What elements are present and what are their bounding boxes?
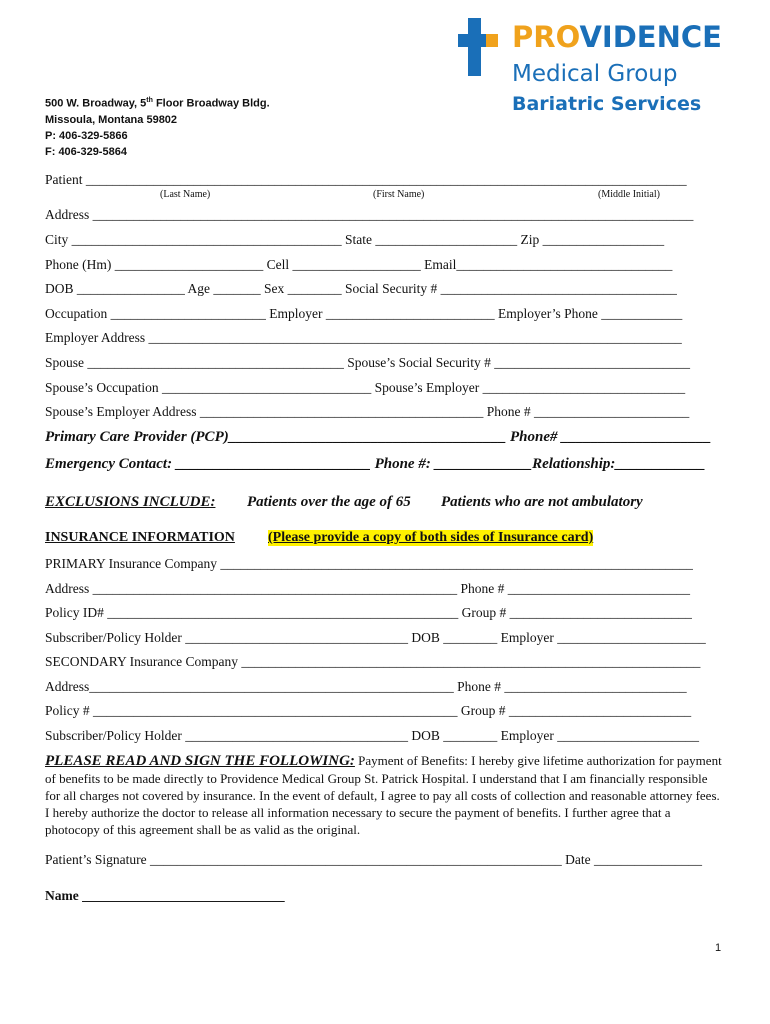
signature-date-field[interactable]: Patient’s Signature _____________________________________________________________ Date ________________ <box>45 852 702 867</box>
providence-logo <box>456 16 726 116</box>
cross-icon-accent <box>486 34 498 47</box>
address-city: Missoula, Montana 59802 <box>45 113 178 126</box>
logo-medical-group: Medical Group <box>512 61 678 87</box>
address-phone: P: 406-329-5866 <box>45 129 128 142</box>
spouse-employer-address-field[interactable]: Spouse’s Employer Address __________________________________________ Phone # _______________________ <box>45 404 690 419</box>
hint-first-name: (First Name) <box>373 189 425 200</box>
emergency-contact-field[interactable]: Emergency Contact: __________________________ Phone #: _____________Relationship:____________ <box>45 456 706 472</box>
logo-bariatric-services: Bariatric Services <box>512 93 702 115</box>
authorization-paragraph <box>45 752 725 838</box>
secondary-insurance-company-field[interactable]: SECONDARY Insurance Company ____________________________________________________________________ <box>45 654 701 669</box>
secondary-subscriber-field[interactable]: Subscriber/Policy Holder _________________________________ DOB ________ Employer _____________________ <box>45 728 699 743</box>
secondary-policy-group-field[interactable]: Policy # ______________________________________________________ Group # ___________________________ <box>45 703 692 718</box>
spouse-occupation-field[interactable]: Spouse’s Occupation _______________________________ Spouse’s Employer ______________________________ <box>45 380 686 395</box>
dob-age-sex-ssn-field[interactable]: DOB ________________ Age _______ Sex ________ Social Security # ___________________________________ <box>45 281 677 296</box>
address-field[interactable]: Address _________________________________________________________________________________________ <box>45 207 694 222</box>
agreement-body: Payment of Benefits: I hereby give lifetime authorization for payment of benefits to be made directly to Providence Medical Group St. Patrick Hospital. I understand that I am financially responsible for all charges not covered by insurance. In the event of default, I agree to pay all costs of collection and reasonable attorney fees. I hereby authorize the doctor to release all information necessary to secure the payment of benefits. I further agree that a photocopy of this agreement shall be as valid as the original. <box>45 753 722 837</box>
primary-insurance-address-field[interactable]: Address ______________________________________________________ Phone # ___________________________ <box>45 581 690 596</box>
exclusions-label: EXCLUSIONS INCLUDE: <box>45 494 216 510</box>
hint-middle-initial: (Middle Initial) <box>598 189 660 200</box>
city-state-zip-field[interactable]: City ________________________________________ State _____________________ Zip __________________ <box>45 232 665 247</box>
page-number: 1 <box>715 942 722 954</box>
primary-subscriber-field[interactable]: Subscriber/Policy Holder _________________________________ DOB ________ Employer ______________________ <box>45 630 706 645</box>
patient-name-field[interactable]: Patient _________________________________________________________________________________________ <box>45 172 687 187</box>
logo-brand: PROVIDENCE <box>512 20 722 54</box>
exclusion-ambulatory: Patients who are not ambulatory <box>441 494 643 510</box>
agreement-heading: PLEASE READ AND SIGN THE FOLLOWING: <box>45 753 355 769</box>
employer-address-field[interactable]: Employer Address _______________________________________________________________________________ <box>45 330 682 345</box>
name-field[interactable]: Name ______________________________ <box>45 888 285 903</box>
insurance-card-note: (Please provide a copy of both sides of Insurance card) <box>268 530 594 545</box>
exclusion-age: Patients over the age of 65 <box>247 494 411 510</box>
address-street: 500 W. Broadway, 5th Floor Broadway Bldg. <box>45 97 270 110</box>
cross-icon <box>468 18 481 76</box>
primary-insurance-company-field[interactable]: PRIMARY Insurance Company ______________________________________________________________________ <box>45 556 693 571</box>
pcp-field[interactable]: Primary Care Provider (PCP)_____________________________________ Phone# ____________________ <box>45 429 712 445</box>
secondary-insurance-address-field[interactable]: Address______________________________________________________ Phone # ___________________________ <box>45 679 687 694</box>
spouse-field[interactable]: Spouse ______________________________________ Spouse’s Social Security # _____________________________ <box>45 355 690 370</box>
address-fax: F: 406-329-5864 <box>45 145 127 158</box>
hint-last-name: (Last Name) <box>160 189 211 200</box>
primary-policy-group-field[interactable]: Policy ID# ____________________________________________________ Group # ___________________________ <box>45 605 692 620</box>
clinic-address <box>45 93 270 160</box>
insurance-heading: INSURANCE INFORMATION <box>45 530 235 545</box>
occupation-employer-field[interactable]: Occupation _______________________ Employer _________________________ Employer’s Phone ____________ <box>45 306 683 321</box>
phone-cell-email-field[interactable]: Phone (Hm) ______________________ Cell ___________________ Email________________________________ <box>45 257 673 272</box>
